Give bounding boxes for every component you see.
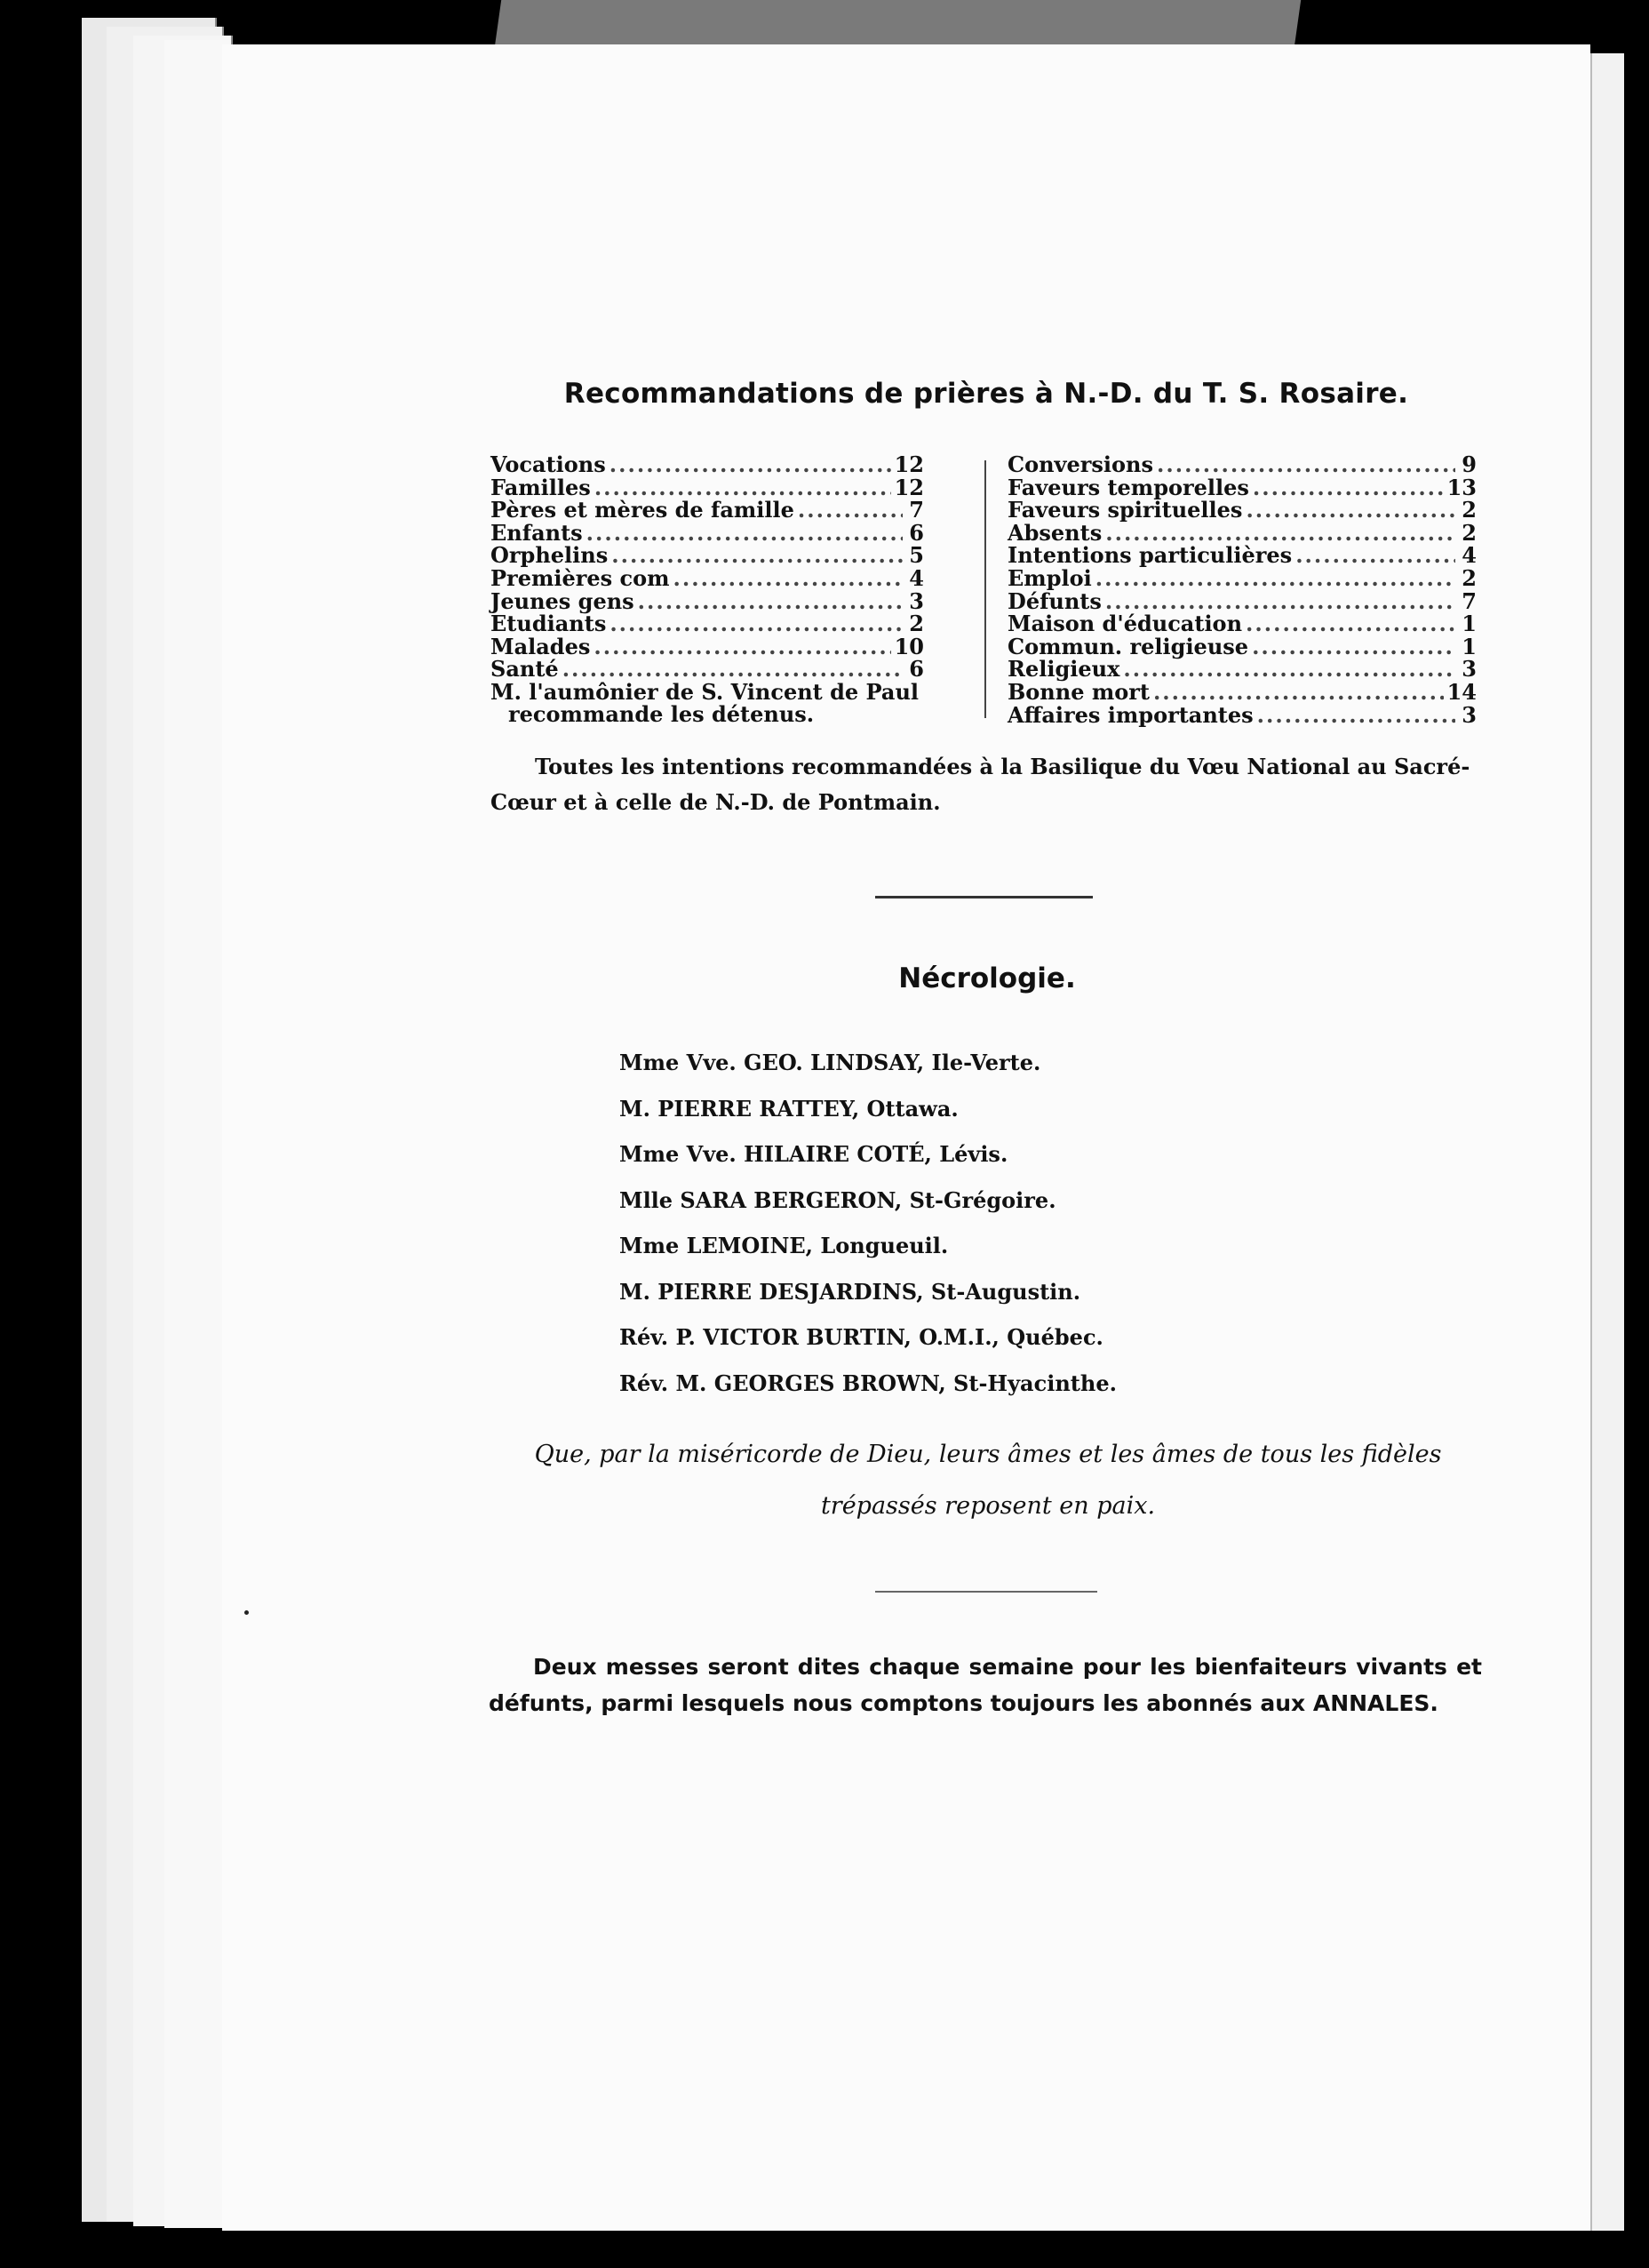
necrology-entry: Mlle SARA BERGERON, St-Grégoire.: [619, 1186, 1056, 1213]
list-item: Vocations ..... 12: [490, 453, 924, 476]
necrology-entry: Mme Vve. GEO. LINDSAY, Ile-Verte.: [619, 1050, 1041, 1075]
list-item: Jeunes gens ..... 3: [490, 590, 924, 613]
necrology-list: [619, 1040, 1117, 1406]
list-item: Intentions particulières ..... 4: [1008, 544, 1477, 567]
list-item: Pères et mères de famille ..... 7: [490, 499, 924, 522]
chaplain-note: M. l'aumônier de S. Vincent de Paul recommande les détenus.: [490, 678, 920, 727]
recommendations-title: Recommandations de prières à N.-D. du T. S. Rosaire.: [563, 378, 1409, 410]
list-item: Orphelins ..... 5: [490, 544, 924, 567]
necrology-entry: Rév. P. VICTOR BURTIN, O.M.I., Québec.: [619, 1324, 1103, 1350]
prayer-text: Que, par la miséricorde de Dieu, leurs âmes et les âmes de tous les fidèles trépassés reposent en paix.: [534, 1441, 1442, 1520]
list-item: Emploi ..... 2: [1008, 567, 1477, 590]
necrology-entry: M. PIERRE DESJARDINS, St-Augustin.: [619, 1278, 1081, 1305]
necrology-entry: Mme LEMOINE, Longueuil.: [619, 1233, 949, 1258]
speck: [244, 1610, 249, 1615]
list-item: Commun. religieuse ..... 1: [1008, 635, 1477, 659]
list-item: Bonne mort ..... 14: [1008, 681, 1477, 704]
section-divider: [875, 896, 1093, 898]
list-item: Enfants ..... 6: [490, 522, 924, 545]
necrology-title: Nécrologie.: [898, 962, 1076, 994]
list-item: Santé ..... 6: [490, 658, 924, 681]
page-right-edge: [1590, 53, 1624, 2231]
necrology-entry: Mme Vve. HILAIRE COTÉ, Lévis.: [619, 1141, 1008, 1167]
list-item: Malades ..... 10: [490, 635, 924, 659]
list-item: Défunts ..... 7: [1008, 590, 1477, 613]
list-item: Maison d'éducation ..... 1: [1008, 612, 1477, 635]
list-item: Premières com ..... 4: [490, 567, 924, 590]
recommendations-left-column: [490, 453, 924, 725]
intention-paragraph: Toutes les intentions recommandées à la Basilique du Vœu National au Sacré-Cœur et à celle de N.-D. de Pontmain.: [490, 754, 1470, 815]
list-item: Familles ..... 12: [490, 476, 924, 499]
list-item: Affaires importantes ..... 3: [1008, 704, 1477, 727]
list-item: Conversions ..... 9: [1008, 453, 1477, 476]
list-item: Faveurs spirituelles ..... 2: [1008, 499, 1477, 522]
list-item: Religieux ..... 3: [1008, 658, 1477, 681]
recommendations-right-column: [1008, 453, 1477, 726]
masses-paragraph: Deux messes seront dites chaque semaine pour les bienfaiteurs vivants et défunts, parmi lesquels nous comptons toujours les abonnés aux ANNALES.: [489, 1654, 1482, 1716]
list-item: Absents ..... 2: [1008, 522, 1477, 545]
section-divider: [875, 1591, 1097, 1593]
necrology-entry: M. PIERRE RATTEY, Ottawa.: [619, 1095, 959, 1122]
necrology-entry: Rév. M. GEORGES BROWN, St-Hyacinthe.: [619, 1370, 1117, 1396]
column-divider: [984, 460, 986, 718]
list-item: Faveurs temporelles ..... 13: [1008, 476, 1477, 499]
list-item: Etudiants ..... 2: [490, 612, 924, 635]
